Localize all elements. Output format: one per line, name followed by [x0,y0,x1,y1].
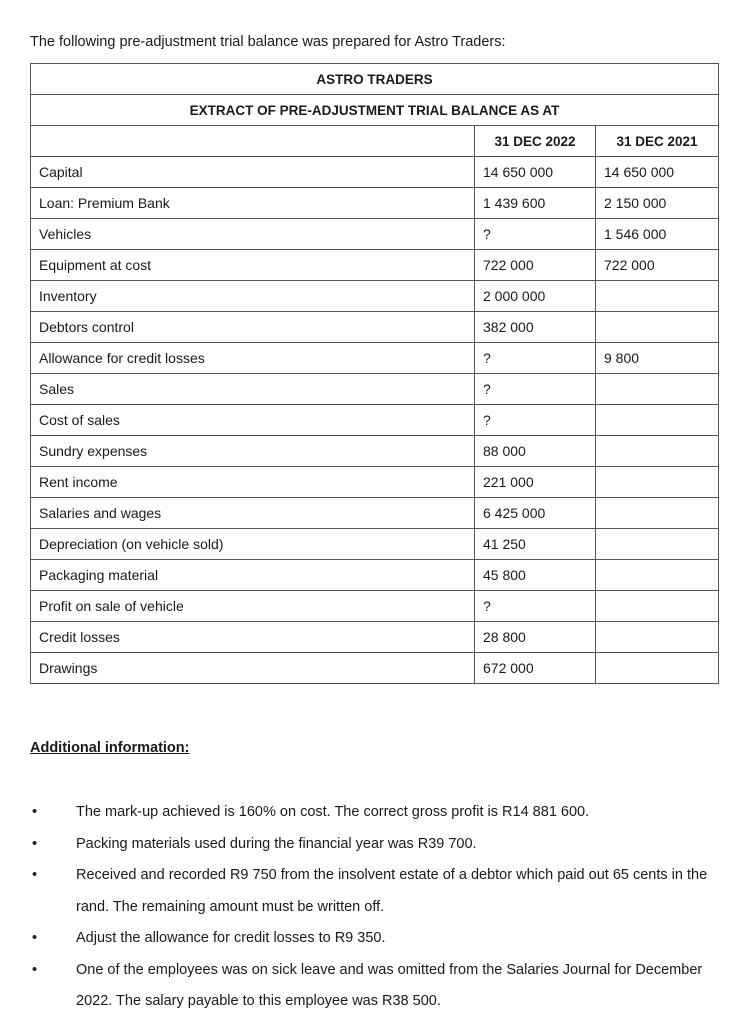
table-row [31,157,719,188]
note-text: Packing materials used during the financial year was R39 700. [76,835,477,852]
row-label: Profit on sale of vehicle [31,591,475,622]
bullet-icon: • [32,835,38,852]
table-row [31,188,719,219]
value-2022: 2 000 000 [475,281,596,312]
table-row [31,653,719,684]
note-text: One of the employees was on sick leave and was omitted from the Salaries Journal for December 2022. The salary payable to this employee was R38 500. [76,961,703,1009]
bullet-icon: • [32,961,38,978]
value-2021: 14 650 000 [596,157,719,188]
value-2022: 1 439 600 [475,188,596,219]
value-2021 [596,436,719,467]
value-2021: 2 150 000 [596,188,719,219]
row-label: Depreciation (on vehicle sold) [31,529,475,560]
row-label: Drawings [31,653,475,684]
table-row [31,219,719,250]
value-2022: 6 425 000 [475,498,596,529]
table-row [31,374,719,405]
table-row [31,591,719,622]
value-2021 [596,498,719,529]
note-text: Received and recorded R9 750 from the insolvent estate of a debtor which paid out 65 cents in the rand. The remaining amount must be written off. [76,867,708,915]
company-name: ASTRO TRADERS [31,64,719,95]
value-2022: 382 000 [475,312,596,343]
value-2021 [596,467,719,498]
table-row [31,343,719,374]
table-row [31,467,719,498]
value-2022: 45 800 [475,560,596,591]
row-label: Inventory [31,281,475,312]
value-2021 [596,653,719,684]
value-2021 [596,281,719,312]
header-blank-cell [31,126,475,157]
value-2022: ? [475,374,596,405]
value-2022: 41 250 [475,529,596,560]
additional-information-heading: Additional information: [30,740,190,756]
table-row [31,405,719,436]
table-row [31,281,719,312]
row-label: Credit losses [31,622,475,653]
value-2021 [596,560,719,591]
value-2022: 221 000 [475,467,596,498]
intro-text: The following pre-adjustment trial balance was prepared for Astro Traders: [30,34,506,50]
value-2021 [596,405,719,436]
subtitle-row [31,95,719,126]
list-item [30,923,722,955]
table-subtitle: EXTRACT OF PRE-ADJUSTMENT TRIAL BALANCE AS AT [31,95,719,126]
bullet-icon: • [32,804,38,820]
company-title-row [31,64,719,95]
value-2022: 88 000 [475,436,596,467]
value-2021 [596,591,719,622]
column-header-2022: 31 DEC 2022 [475,126,596,157]
value-2022: 14 650 000 [475,157,596,188]
table-row [31,436,719,467]
table-row [31,498,719,529]
value-2021 [596,312,719,343]
note-text: Adjust the allowance for credit losses to R9 350. [76,930,386,946]
table-row [31,250,719,281]
table-row [31,560,719,591]
trial-balance-table [30,63,719,684]
bullet-icon: • [32,867,38,883]
row-label: Sundry expenses [31,436,475,467]
value-2021: 722 000 [596,250,719,281]
list-item [30,797,722,829]
value-2022: ? [475,591,596,622]
row-label: Packaging material [31,560,475,591]
column-header-2021: 31 DEC 2021 [596,126,719,157]
table-row [31,529,719,560]
row-label: Salaries and wages [31,498,475,529]
value-2022: 672 000 [475,653,596,684]
row-label: Sales [31,374,475,405]
list-item [30,860,722,923]
value-2021: 9 800 [596,343,719,374]
value-2021 [596,374,719,405]
value-2022: ? [475,405,596,436]
row-label: Rent income [31,467,475,498]
value-2021: 1 546 000 [596,219,719,250]
list-item [30,829,722,861]
bullet-icon: • [32,930,38,946]
table-row [31,622,719,653]
note-text: The mark-up achieved is 160% on cost. The correct gross profit is R14 881 600. [76,804,590,820]
row-label: Capital [31,157,475,188]
value-2021 [596,622,719,653]
value-2022: ? [475,343,596,374]
value-2022: 722 000 [475,250,596,281]
value-2021 [596,529,719,560]
row-label: Loan: Premium Bank [31,188,475,219]
table-row [31,312,719,343]
additional-information-list [30,797,722,1018]
value-2022: 28 800 [475,622,596,653]
row-label: Allowance for credit losses [31,343,475,374]
row-label: Cost of sales [31,405,475,436]
list-item [30,955,722,1018]
value-2022: ? [475,219,596,250]
row-label: Debtors control [31,312,475,343]
row-label: Equipment at cost [31,250,475,281]
row-label: Vehicles [31,219,475,250]
column-header-row [31,126,719,157]
